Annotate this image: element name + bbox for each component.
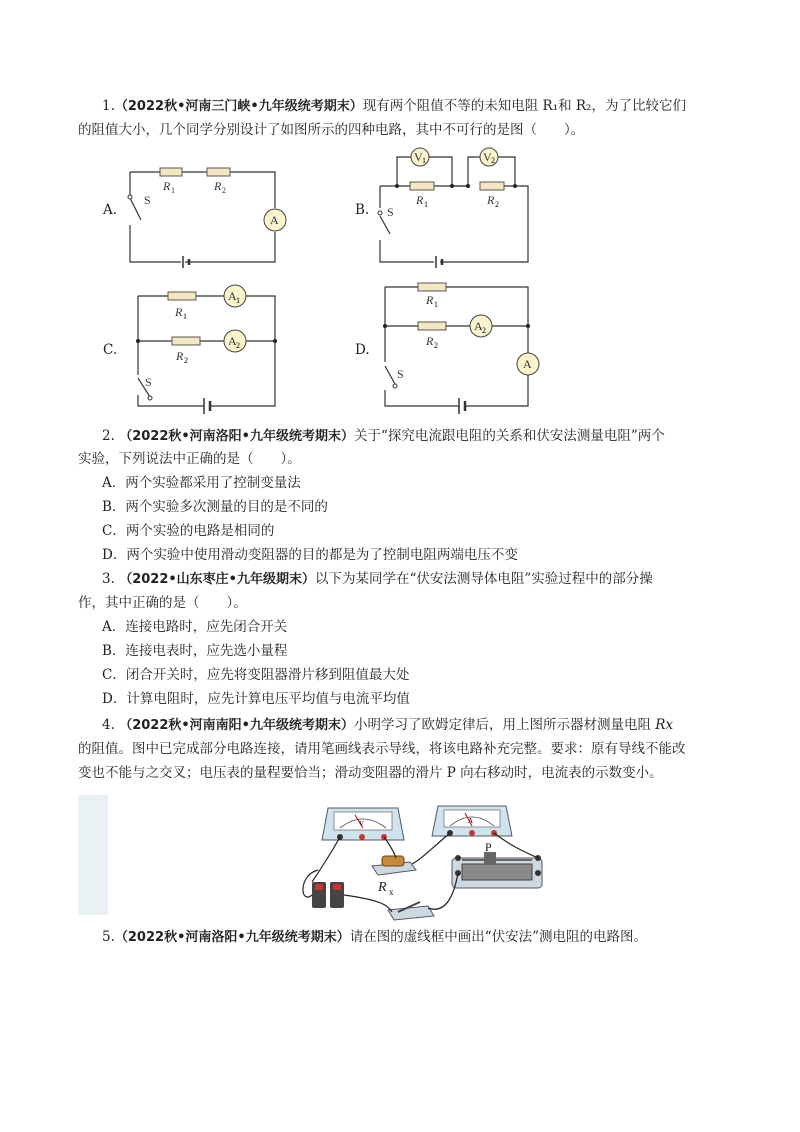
q3-choice-d: D．计算电阻时，应先计算电压平均值与电流平均值: [102, 691, 410, 707]
q2-line2: 实验，下列说法中正确的是（ ）。: [78, 451, 301, 467]
option-c-label: C.: [103, 342, 118, 358]
svg-text:R: R: [163, 179, 171, 193]
q3-choice-a: A．连接电路时，应先闭合开关: [102, 619, 288, 635]
battery-icon: [312, 882, 344, 908]
svg-text:R: R: [426, 293, 434, 307]
svg-text:1: 1: [171, 186, 175, 195]
svg-text:R: R: [378, 880, 387, 895]
q4-source: （2022秋•河南南阳•九年级统考期末）: [119, 718, 354, 733]
svg-text:1: 1: [183, 312, 187, 321]
svg-text:x: x: [389, 887, 394, 897]
svg-text:A: A: [523, 357, 532, 371]
svg-text:R: R: [416, 193, 424, 207]
q3-text: 以下为某同学在“伏安法测导体电阻”实验过程中的部分操: [315, 571, 653, 587]
q5-number: 5.: [102, 929, 115, 945]
q5-text: 请在图的虚线框中画出“伏安法”测电阻的电路图。: [349, 929, 648, 945]
q2-text: 关于“探究电流跟电阻的关系和伏安法测量电阻”两个: [354, 428, 665, 444]
svg-text:2: 2: [495, 200, 499, 209]
switch-icon: [388, 902, 434, 920]
q1-line2: 的阻值大小，几个同学分别设计了如图所示的四种电路，其中不可行的是图（ ）。: [78, 122, 585, 138]
q3-choice-b: B．连接电表时，应先选小量程: [102, 643, 288, 659]
q2-choice-d: D．两个实验中使用滑动变阻器的目的都是为了控制电阻两端电压不变: [102, 547, 518, 563]
q3-choice-c: C．闭合开关时，应先将变阻器滑片移到阻值最大处: [102, 667, 410, 683]
voltmeter-icon: [322, 808, 404, 840]
svg-text:A: A: [228, 289, 237, 303]
svg-text:2: 2: [482, 326, 486, 335]
svg-text:2: 2: [184, 356, 188, 365]
q3-number: 3.: [102, 571, 115, 587]
svg-text:2: 2: [491, 156, 495, 165]
q4-number: 4.: [102, 717, 115, 733]
svg-text:V: V: [483, 150, 492, 164]
svg-text:1: 1: [434, 300, 438, 309]
option-a-label: A.: [103, 202, 118, 218]
resistor-rx-icon: [372, 856, 416, 875]
rheostat-icon: [452, 852, 542, 888]
q3-source: （2022•山东枣庄•九年级期末）: [119, 572, 315, 587]
svg-text:V: V: [414, 150, 423, 164]
ammeter-a-label: A: [270, 213, 279, 227]
svg-text:1: 1: [422, 156, 426, 165]
svg-text:1: 1: [424, 200, 428, 209]
q2-source: （2022秋•河南洛阳•九年级统考期末）: [119, 429, 354, 444]
q2-choice-a: A．两个实验都采用了控制变量法: [102, 475, 301, 491]
q4-line2: 的阻值。图中已完成部分电路连接，请用笔画线表示导线，将该电路补充完整。要求：原有导线不能改: [78, 741, 686, 757]
q2-choice-b: B．两个实验多次测量的目的是不同的: [102, 499, 328, 515]
q4-text: 小明学习了欧姆定律后，用上图所示器材测量电阻: [354, 717, 651, 733]
q5-source: （2022秋•河南洛阳•九年级统考期末）: [114, 930, 350, 945]
svg-text:S: S: [387, 205, 394, 219]
option-b-label: B.: [355, 202, 370, 218]
q2-choice-c: C．两个实验的电路是相同的: [102, 523, 275, 539]
q1-text: 现有两个阻值不等的未知电阻 R₁和 R₂，为了比较它们: [362, 98, 686, 114]
svg-text:P: P: [485, 840, 492, 854]
q1-number: 1.: [102, 98, 115, 114]
svg-text:R: R: [426, 334, 434, 348]
svg-text:R: R: [175, 305, 183, 319]
svg-text:S: S: [397, 367, 404, 381]
svg-text:A: A: [228, 334, 237, 348]
q4-line3: 变也不能与之交叉；电压表的量程要恰当；滑动变阻器的滑片 P 向右移动时，电流表的示数变小。: [78, 765, 663, 781]
q4-rx: Rx: [655, 717, 674, 733]
svg-text:1: 1: [236, 296, 240, 305]
svg-text:R: R: [487, 193, 495, 207]
q3-line2: 作，其中正确的是（ ）。: [78, 595, 247, 611]
svg-text:S: S: [145, 375, 152, 389]
svg-text:A: A: [468, 817, 474, 825]
svg-text:2: 2: [434, 341, 438, 350]
svg-text:V: V: [359, 820, 365, 828]
svg-text:R: R: [214, 179, 222, 193]
switch-a-label: S: [144, 193, 151, 207]
ammeter-icon: [432, 806, 512, 836]
q5-line1: [102, 927, 647, 948]
svg-text:2: 2: [236, 341, 240, 350]
option-d-label: D.: [355, 342, 370, 358]
q1-source: （2022秋•河南三门峡•九年级统考期末）: [114, 99, 363, 114]
svg-text:2: 2: [222, 186, 226, 195]
svg-text:R: R: [176, 349, 184, 363]
svg-text:A: A: [474, 319, 483, 333]
q2-number: 2.: [102, 428, 115, 444]
